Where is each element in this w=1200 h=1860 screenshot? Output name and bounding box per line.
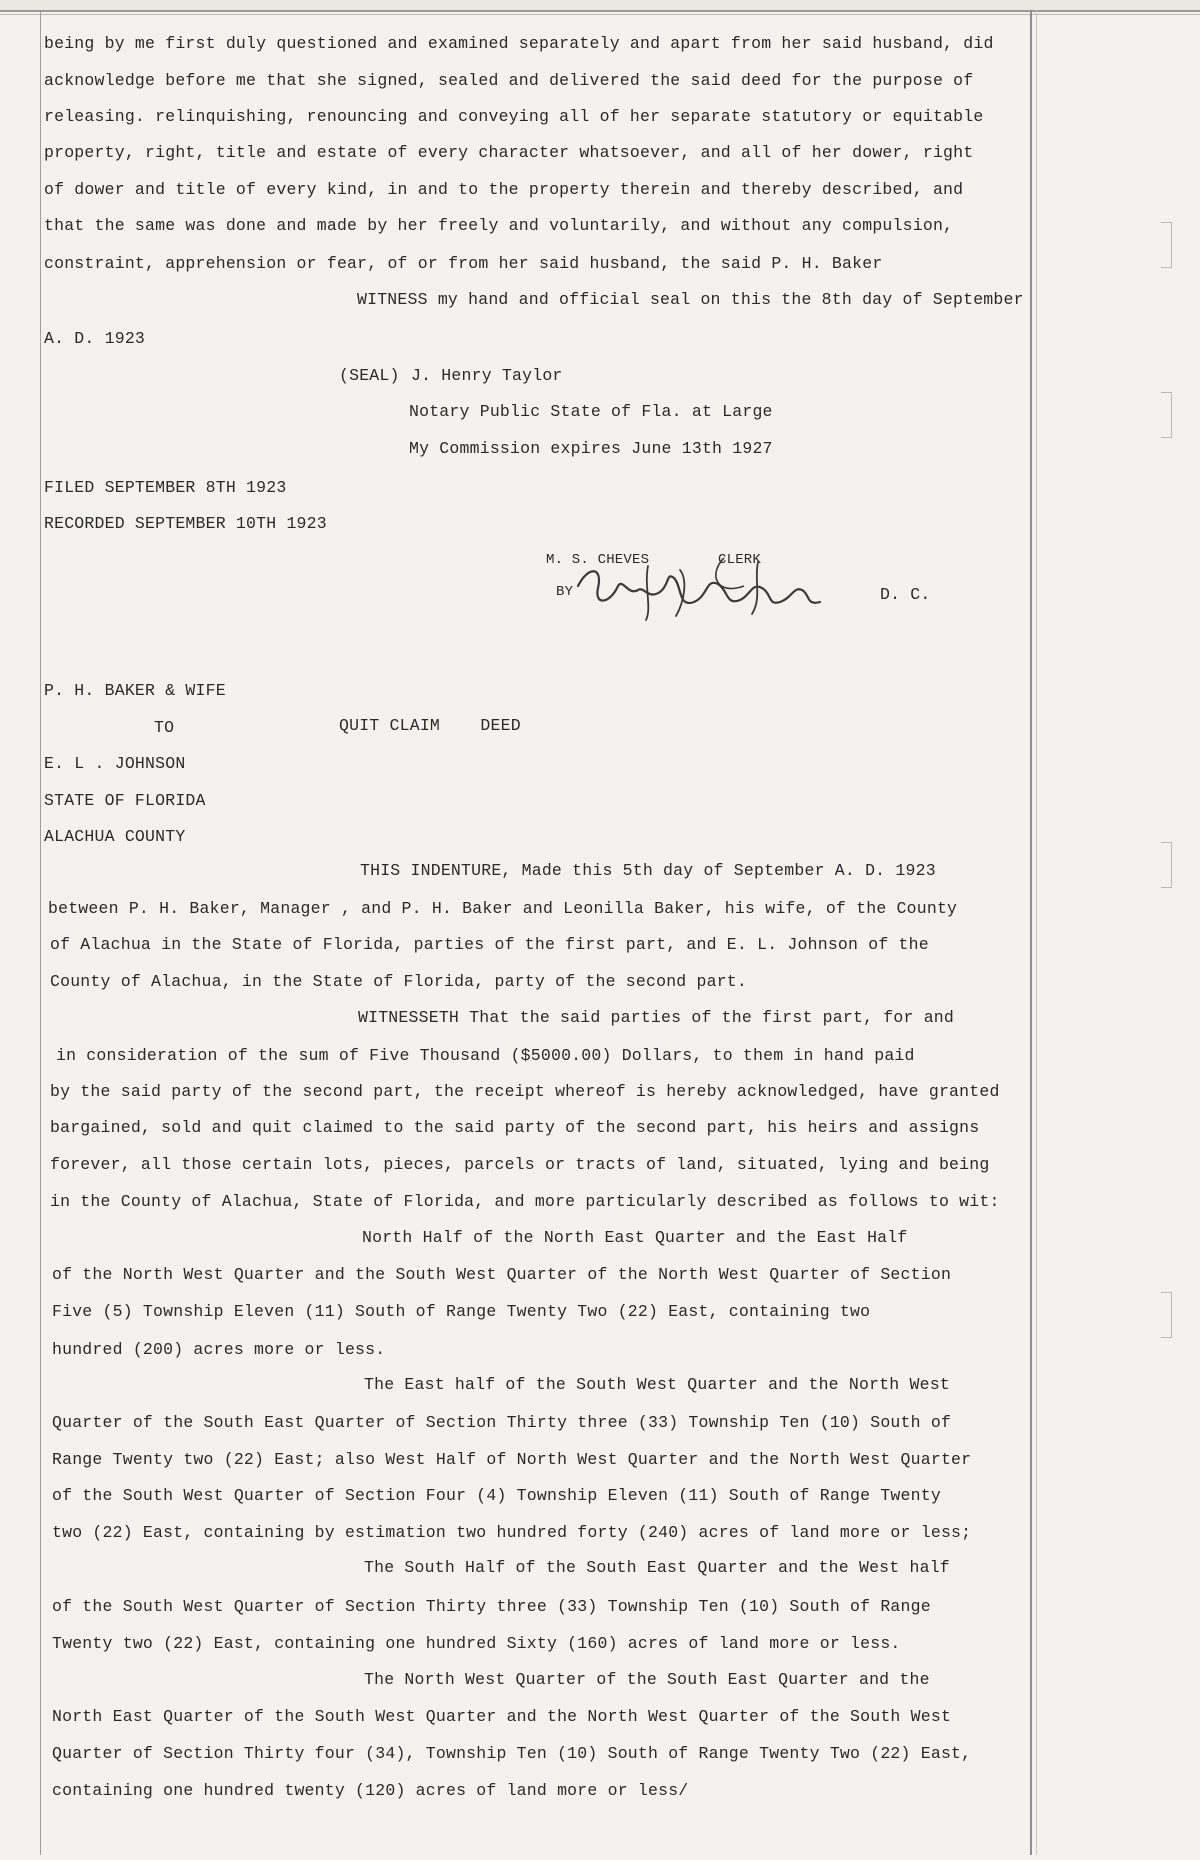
clerk-signature [548,556,838,626]
parcel-line: Five (5) Township Eleven (11) South of Range Twenty Two (22) East, containing two [52,1302,871,1321]
top-border [0,0,1200,12]
indenture-line: between P. H. Baker, Manager , and P. H. Baker and Leonilla Baker, his wife, of the County [48,899,958,918]
parcel-line: two (22) East, containing by estimation two hundred forty (240) acres of land more or less; [52,1523,972,1542]
deed-state: STATE OF FLORIDA [44,791,206,810]
deputy-clerk: D. C. [880,585,931,604]
witnesseth-line: by the said party of the second part, the receipt whereof is hereby acknowledged, have granted [50,1082,1000,1101]
right-margin-rule [1030,10,1032,1855]
ack-line: releasing. relinquishing, renouncing and conveying all of her separate statutory or equitable [44,107,984,126]
ack-line: constraint, apprehension or fear, of or from her said husband, the said P. H. Baker [44,254,883,273]
clerk-name: M. S. CHEVES [546,552,650,568]
clerk-title: CLERK [718,552,762,568]
parcel-line: of the North West Quarter and the South West Quarter of the North West Quarter of Section [52,1265,952,1284]
parcel-line: Quarter of the South East Quarter of Section Thirty three (33) Township Ten (10) South of [52,1413,952,1432]
clerk-by: BY [556,584,574,600]
deed-county: ALACHUA COUNTY [44,827,186,846]
right-margin-rule-inner [1036,10,1037,1855]
witness-year: A. D. 1923 [44,329,146,348]
parcel-line: North Half of the North East Quarter and the East Half [362,1228,908,1247]
binder-tab [1161,842,1172,888]
ack-line: that the same was done and made by her freely and voluntarily, and without any compulsion, [44,216,954,235]
deed-type: QUIT CLAIM DEED [339,716,521,735]
parcel-line: Range Twenty two (22) East; also West Half of North West Quarter and the North West Quarter [52,1450,972,1469]
parcel-line: North East Quarter of the South West Quarter and the North West Quarter of the South West [52,1707,952,1726]
deed-grantor: P. H. BAKER & WIFE [44,681,226,700]
witnesseth-line: in consideration of the sum of Five Thousand ($5000.00) Dollars, to them in hand paid [56,1046,915,1065]
top-rule [0,14,1200,15]
binder-tab [1161,222,1172,268]
parcel-line: of the South West Quarter of Section Four (4) Township Eleven (11) South of Range Twenty [52,1486,941,1505]
parcel-line: hundred (200) acres more or less. [52,1340,386,1359]
indenture-line: of Alachua in the State of Florida, parties of the first part, and E. L. Johnson of the [50,935,929,954]
ack-line: being by me first duly questioned and examined separately and apart from her said husband, did [44,34,994,53]
notary-seal-label: (SEAL) [339,366,400,385]
recorded-date: RECORDED SEPTEMBER 10TH 1923 [44,514,327,533]
indenture-line: THIS INDENTURE, Made this 5th day of September A. D. 1923 [360,861,936,880]
witness-line: WITNESS my hand and official seal on this the 8th day of September [357,290,1024,309]
ack-line: of dower and title of every kind, in and to the property therein and thereby described, and [44,180,964,199]
binder-tab [1161,1292,1172,1338]
parcel-line: Quarter of Section Thirty four (34), Township Ten (10) South of Range Twenty Two (22) East, [52,1744,972,1763]
witnesseth-line: WITNESSETH That the said parties of the first part, for and [358,1008,954,1027]
indenture-line: County of Alachua, in the State of Florida, party of the second part. [50,972,748,991]
filed-date: FILED SEPTEMBER 8TH 1923 [44,478,287,497]
ack-line: acknowledge before me that she signed, sealed and delivered the said deed for the purpose of [44,71,974,90]
parcel-line: containing one hundred twenty (120) acres of land more or less/ [52,1781,689,1800]
witnesseth-line: bargained, sold and quit claimed to the said party of the second part, his heirs and assigns [50,1118,980,1137]
left-margin-rule [40,10,41,1855]
notary-title: Notary Public State of Fla. at Large [409,402,773,421]
witnesseth-line: forever, all those certain lots, pieces, parcels or tracts of land, situated, lying and being [50,1155,990,1174]
notary-name: J. Henry Taylor [411,366,563,385]
notary-commission: My Commission expires June 13th 1927 [409,439,773,458]
ack-line: property, right, title and estate of every character whatsoever, and all of her dower, right [44,143,974,162]
parcel-line: of the South West Quarter of Section Thirty three (33) Township Ten (10) South of Range [52,1597,931,1616]
deed-grantee: E. L . JOHNSON [44,754,186,773]
parcel-line: Twenty two (22) East, containing one hundred Sixty (160) acres of land more or less. [52,1634,901,1653]
binder-tab [1161,392,1172,438]
deed-to: TO [154,718,175,737]
witnesseth-line: in the County of Alachua, State of Florida, and more particularly described as follows to wit: [50,1192,1000,1211]
parcel-line: The North West Quarter of the South East Quarter and the [364,1670,930,1689]
parcel-line: The East half of the South West Quarter and the North West [364,1375,950,1394]
parcel-line: The South Half of the South East Quarter and the West half [364,1558,950,1577]
